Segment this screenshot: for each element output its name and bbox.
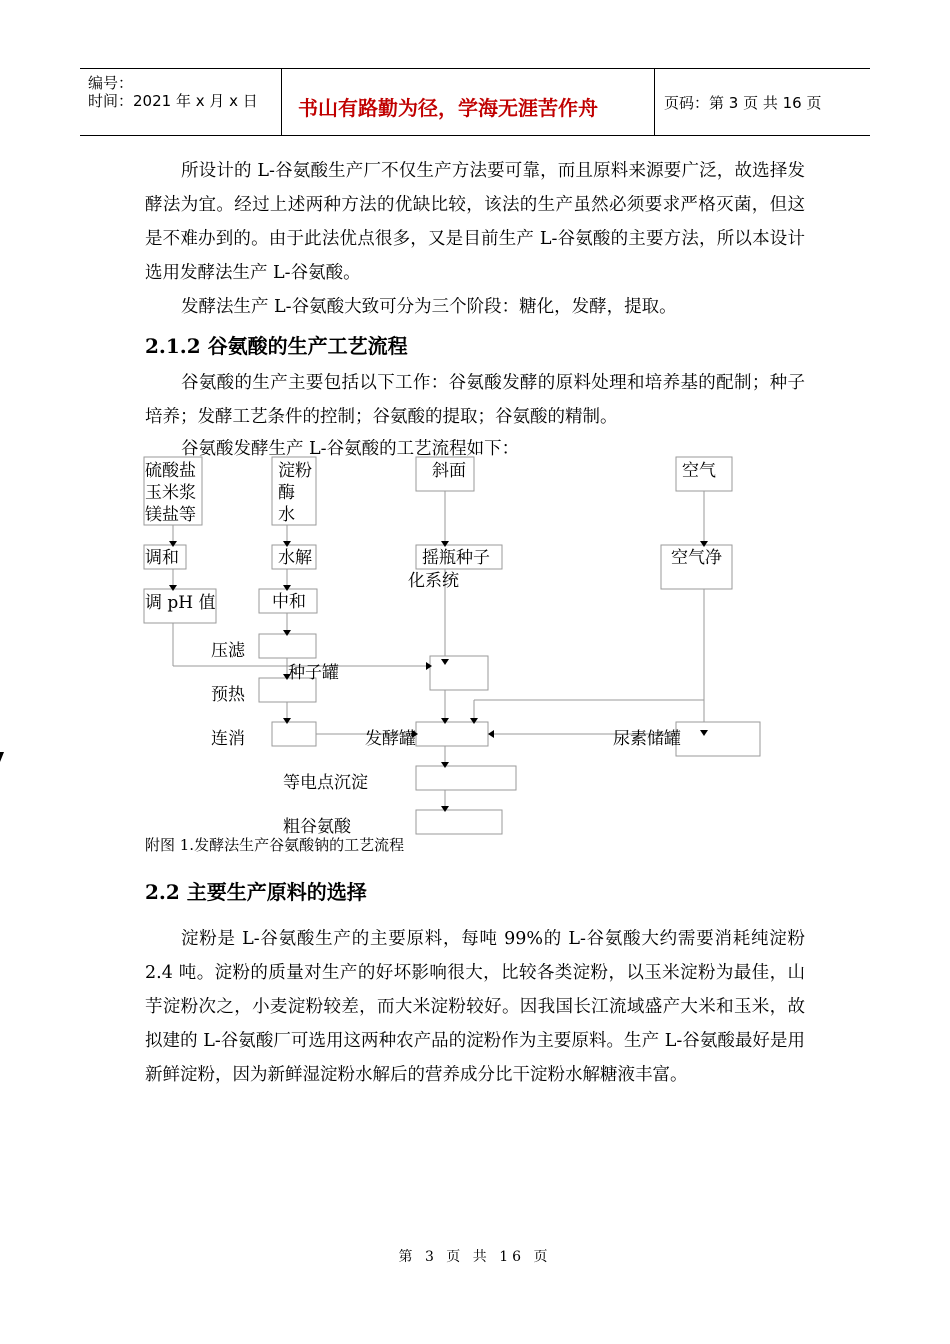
label-preheat: 预热 <box>211 685 245 705</box>
serial-label: 编号： <box>88 74 134 92</box>
label-urea-storage: 尿素储罐 <box>613 729 681 749</box>
node-salt-line-3: 镁盐等 <box>145 505 196 525</box>
section-heading-raw-materials: 2.2 主要生产原料的选择 <box>145 880 367 904</box>
node-air: 空气 <box>682 461 716 481</box>
label-fermenter: 发酵罐 <box>365 729 416 749</box>
node-slant: 斜面 <box>432 461 466 481</box>
label-press-filter: 压滤 <box>211 641 245 661</box>
page-footer: 第 3 页 共 16 页 <box>398 1249 552 1265</box>
paragraph-production-work: 谷氨酸的生产主要包括以下工作：谷氨酸发酵的原料处理和培养基的配制；种子培养；发酵工艺条件的控制；谷氨酸的提取；谷氨酸的精制。 <box>145 373 805 427</box>
section-heading-process-flow: 2.1.2 谷氨酸的生产工艺流程 <box>145 334 408 358</box>
node-shake-flask: 摇瓶种子 <box>422 548 490 568</box>
node-starch-line-1: 淀粉 <box>278 461 312 481</box>
node-starch-line-3: 水 <box>278 505 295 525</box>
node-neutralize: 中和 <box>272 592 306 612</box>
node-mix: 调和 <box>145 548 179 568</box>
node-air-purify: 空气净 <box>671 548 722 568</box>
label-crude-glutamic-acid: 粗谷氨酸 <box>283 817 351 837</box>
date-label: 时间：2021 年 x 月 x 日 <box>88 92 258 110</box>
paragraph-three-stages: 发酵法生产 L-谷氨酸大致可分为三个阶段：糖化，发酵，提取。 <box>181 297 677 317</box>
left-edge-mark <box>0 752 4 762</box>
node-adjust-ph: 调 pH 值 <box>145 593 216 613</box>
page-info: 页码：第 3 页 共 16 页 <box>664 94 822 112</box>
label-continuous-sterilization: 连消 <box>211 729 245 749</box>
node-air-purify-cont: 化系统 <box>408 571 459 591</box>
paragraph-method-choice: 所设计的 L-谷氨酸生产厂不仅生产方法要可靠，而且原料来源要广泛，故选择发酵法为宜。经过上述两种方法的优缺比较，该法的生产虽然必须要求严格灭菌，但这是不难办到的。由于此法优点很多，又是目前生产 L-谷氨酸的主要方法，所以本设计选用发酵法生产 L-谷氨酸。 <box>145 161 805 283</box>
node-starch-line-2: 酶 <box>278 483 295 503</box>
paragraph-flow-intro: 谷氨酸发酵生产 L-谷氨酸的工艺流程如下： <box>181 439 520 459</box>
node-salt-line-2: 玉米浆 <box>145 483 196 503</box>
label-isoelectric-precipitation: 等电点沉淀 <box>283 773 368 793</box>
figure-caption: 附图 1.发酵法生产谷氨酸钠的工艺流程 <box>145 836 405 854</box>
node-hydrolysis: 水解 <box>278 548 312 568</box>
paragraph-starch-raw-material: 淀粉是 L-谷氨酸生产的主要原料，每吨 99%的 L-谷氨酸大约需要消耗纯淀粉 2.4 吨。淀粉的质量对生产的好坏影响很大，比较各类淀粉，以玉米淀粉为最佳，山芋淀粉次之，小麦淀粉较差，而大米淀粉较好。因我国长江流域盛产大米和玉米，故拟建的 L-谷氨酸厂可选用这两种农产品的淀粉作为主要原料。生产 L-谷氨酸最好是用新鲜淀粉，因为新鲜湿淀粉水解后的营养成分比干淀粉水解糖液丰富。 <box>145 929 805 1085</box>
label-seed-tank: 种子罐 <box>288 663 339 683</box>
header-motto: 书山有路勤为径，学海无涯苦作舟 <box>298 96 598 120</box>
node-salt-line-1: 硫酸盐 <box>145 461 196 481</box>
